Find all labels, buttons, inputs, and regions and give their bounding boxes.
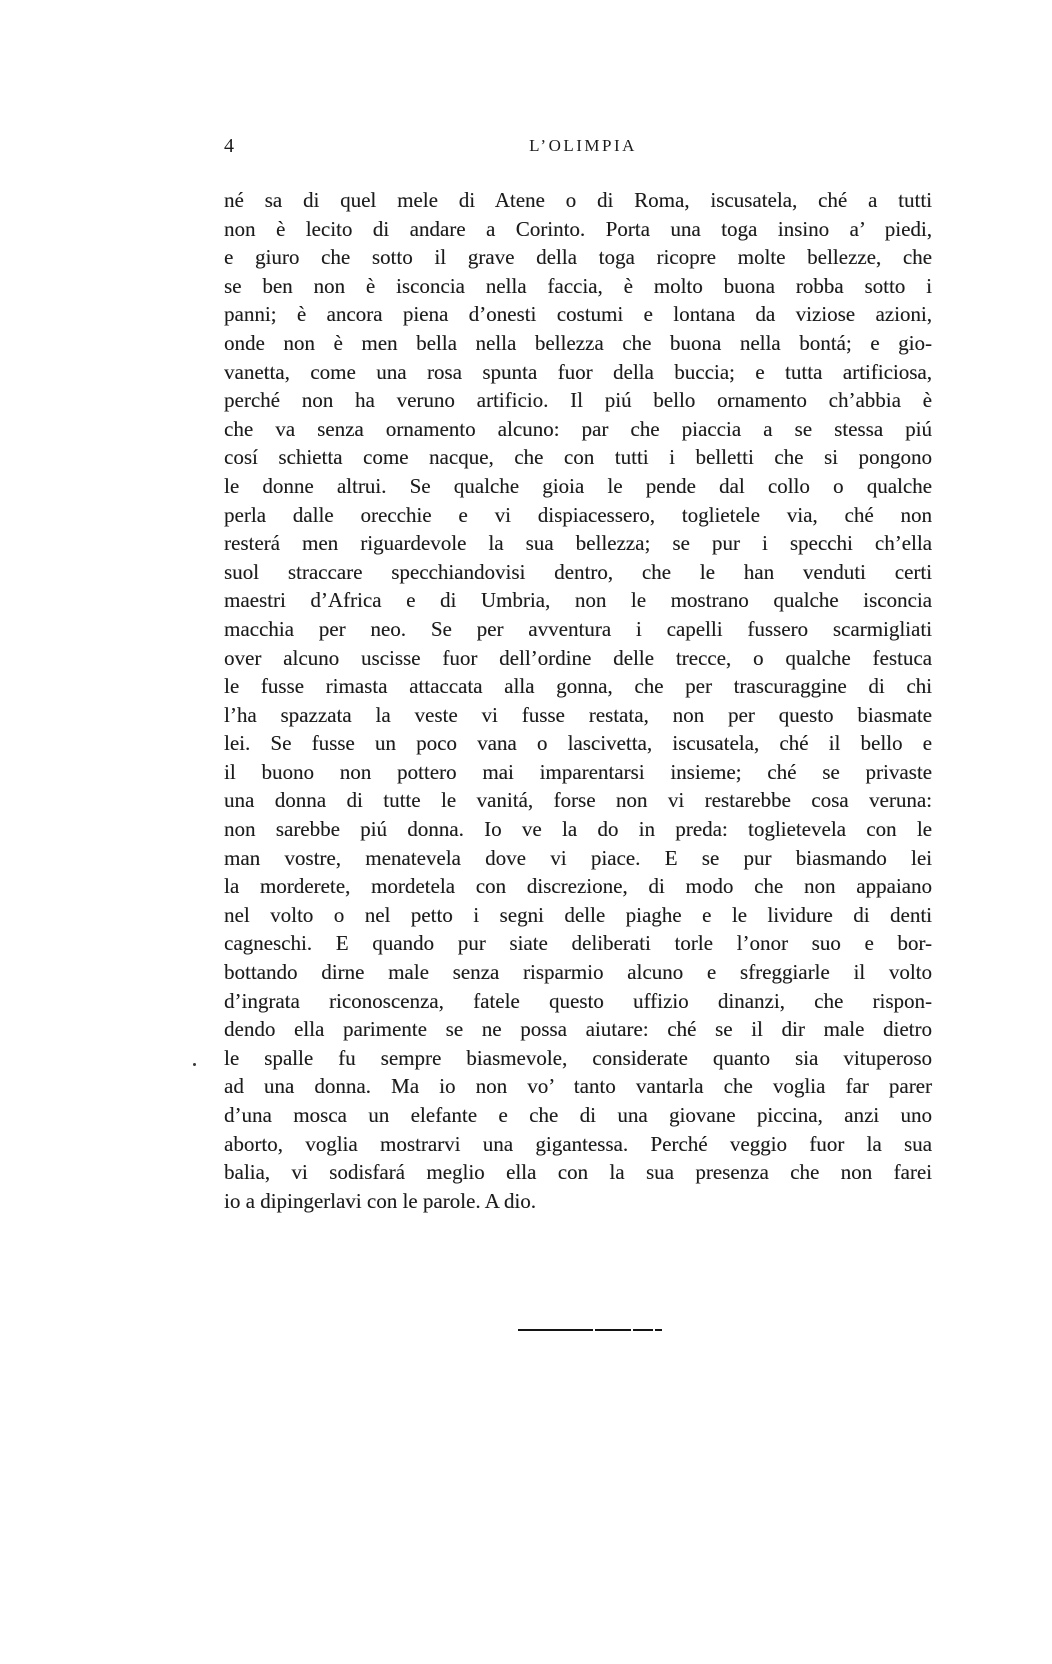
text-line: dendo ella parimente se ne possa aiutare: ché se il dir male dietro <box>224 1017 932 1042</box>
text-line: e giuro che sotto il grave della toga ricopre molte bellezze, che <box>224 245 932 270</box>
text-line: io a dipingerlavi con le parole. A dio. <box>224 1188 537 1213</box>
text-line: perla dalle orecchie e vi dispiacessero, toglietele via, ché non <box>224 502 932 527</box>
text-line: la morderete, mordetela con discrezione, di modo che non appaiano <box>224 874 932 899</box>
scan-artifact-dot <box>193 1063 196 1066</box>
text-line: d’ingrata riconoscenza, fatele questo uffizio dinanzi, che rispon- <box>224 988 932 1013</box>
text-line: man vostre, menatevela dove vi piace. E se pur biasmando lei <box>224 845 932 870</box>
section-end-rule <box>518 1329 662 1331</box>
text-line: né sa di quel mele di Atene o di Roma, iscusatela, ché a tutti <box>224 188 932 212</box>
text-line: macchia per neo. Se per avventura i capelli fussero scarmigliati <box>224 616 932 641</box>
text-line: cagneschi. E quando pur siate deliberati torle l’onor suo e bor- <box>224 931 932 956</box>
rule-segment <box>633 1329 653 1331</box>
text-line: suol straccare specchiandovisi dentro, che le han venduti certi <box>224 559 932 584</box>
text-line: il buono non pottero mai imparentarsi insieme; ché se privaste <box>224 759 932 784</box>
running-header <box>224 134 932 158</box>
text-line: cosí schietta come nacque, che con tutti i belletti che si pongono <box>224 445 932 470</box>
rule-segment <box>595 1329 631 1331</box>
rule-segment <box>518 1329 593 1331</box>
text-line: nel volto o nel petto i segni delle piaghe e le lividure di denti <box>224 902 932 927</box>
text-line: lei. Se fusse un poco vana o lascivetta, iscusatela, ché il bello e <box>224 731 932 756</box>
text-line: se ben non è isconcia nella faccia, è molto buona robba sotto i <box>224 273 932 298</box>
text-line: vanetta, come una rosa spunta fuor della buccia; e tutta artificiosa, <box>224 359 932 384</box>
body-text <box>224 186 932 1215</box>
text-line: l’ha spazzata la veste vi fusse restata, non per questo biasmate <box>224 702 932 727</box>
text-line: non sarebbe piú donna. Io ve la do in preda: toglietevela con le <box>224 817 932 842</box>
text-line: over alcuno uscisse fuor dell’ordine delle trecce, o qualche festuca <box>224 645 932 670</box>
text-line: aborto, voglia mostrarvi una gigantessa. Perché veggio fuor la sua <box>224 1131 932 1156</box>
text-line: una donna di tutte le vanitá, forse non vi restarebbe cosa veruna: <box>224 788 932 813</box>
text-line: le fusse rimasta attaccata alla gonna, che per trascuraggine di chi <box>224 674 932 699</box>
text-line: le spalle fu sempre biasmevole, considerate quanto sia vituperoso <box>224 1045 932 1070</box>
rule-segment <box>655 1329 662 1331</box>
text-line: maestri d’Africa e di Umbria, non le mostrano qualche isconcia <box>224 588 932 613</box>
text-line: panni; è ancora piena d’onesti costumi e lontana da viziose azioni, <box>224 302 932 327</box>
page-number: 4 <box>224 135 234 157</box>
text-line: le donne altrui. Se qualche gioia le pende dal collo o qualche <box>224 473 932 498</box>
text-line: perché non ha veruno artificio. Il piú bello ornamento ch’abbia è <box>224 388 932 413</box>
text-line: che va senza ornamento alcuno: par che piaccia a se stessa piú <box>224 416 932 441</box>
text-line: bottando dirne male senza risparmio alcuno e sfreggiarle il volto <box>224 960 932 985</box>
text-line: d’una mosca un elefante e che di una giovane piccina, anzi uno <box>224 1103 932 1127</box>
text-line: balia, vi sodisfará meglio ella con la sua presenza che non farei <box>224 1160 932 1185</box>
text-line: onde non è men bella nella bellezza che buona nella bontá; e gio- <box>224 330 932 355</box>
text-line: non è lecito di andare a Corinto. Porta una toga insino a’ piedi, <box>224 216 932 241</box>
text-line: ad una donna. Ma io non vo’ tanto vantarla che voglia far parer <box>224 1074 932 1099</box>
text-line: resterá men riguardevole la sua bellezza; se pur i specchi ch’ella <box>224 531 932 556</box>
running-title: L’OLIMPIA <box>529 136 637 155</box>
